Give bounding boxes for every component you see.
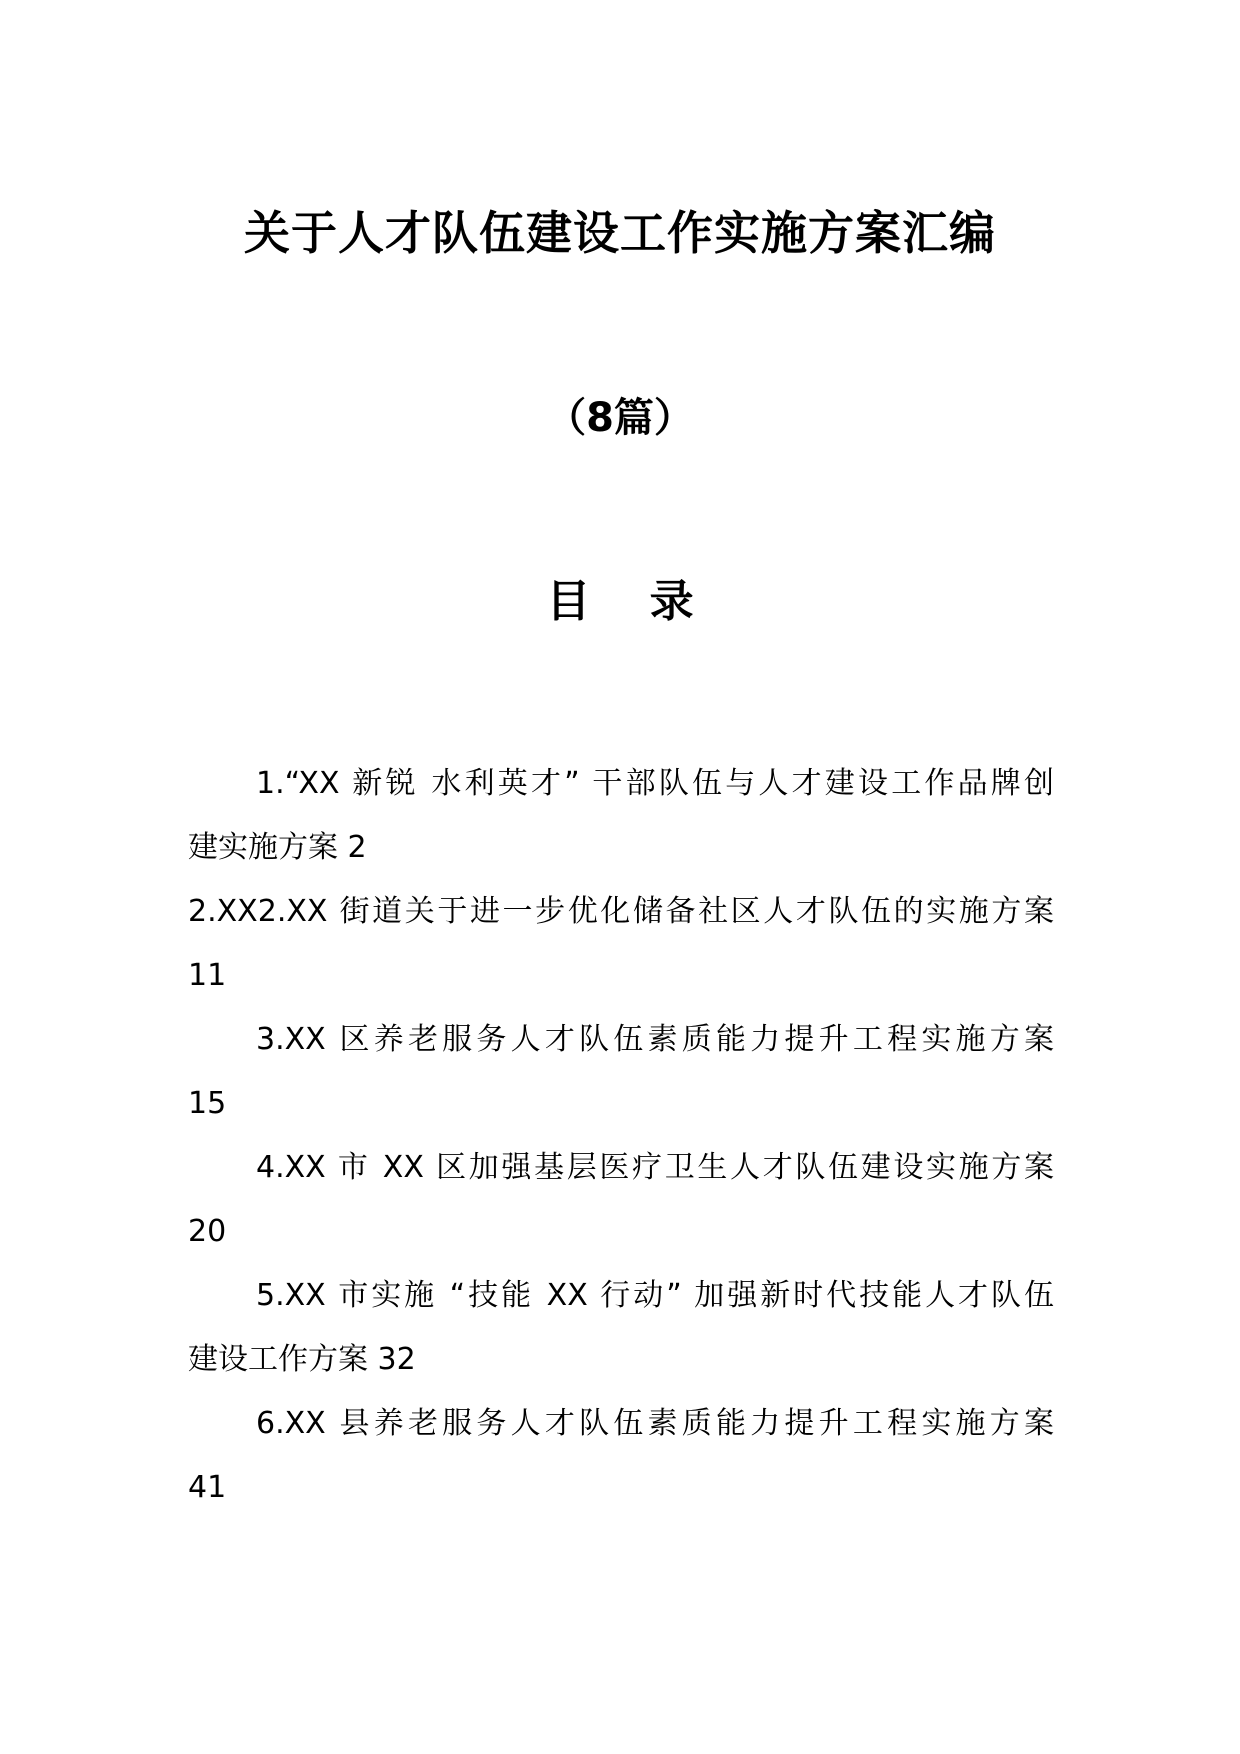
toc-entry-continuation: 15	[188, 1086, 227, 1121]
document-title: 关于人才队伍建设工作实施方案汇编	[244, 206, 996, 260]
toc-entry-title: 6.XX 县养老服务人才队伍素质能力提升工程实施方案	[256, 1406, 1054, 1441]
toc-entry-continuation: 20	[188, 1214, 227, 1249]
document-subtitle: （8篇）	[546, 395, 694, 441]
toc-heading: 目 录	[546, 576, 716, 627]
toc-entry-title: 5.XX 市实施 “技能 XX 行动” 加强新时代技能人才队伍	[256, 1278, 1054, 1313]
toc-entry-5[interactable]	[188, 1264, 1054, 1392]
toc-entry-continuation: 建实施方案 2	[188, 830, 367, 865]
toc-entry-continuation: 建设工作方案 32	[188, 1342, 416, 1377]
toc-entry-4[interactable]	[188, 1136, 1054, 1264]
toc-entry-title: 4.XX 市 XX 区加强基层医疗卫生人才队伍建设实施方案	[256, 1150, 1054, 1185]
toc-entry-1[interactable]	[188, 752, 1054, 880]
toc-entry-continuation: 41	[188, 1470, 227, 1505]
toc-entry-continuation: 11	[188, 958, 227, 993]
toc-entry-6[interactable]	[188, 1392, 1054, 1520]
toc-entry-title: 1.“XX 新锐 水利英才” 干部队伍与人才建设工作品牌创	[256, 766, 1054, 801]
toc-entry-title: 2.XX2.XX 街道关于进一步优化储备社区人才队伍的实施方案	[188, 894, 1054, 929]
toc-entry-2[interactable]	[188, 880, 1054, 1008]
toc-entry-title: 3.XX 区养老服务人才队伍素质能力提升工程实施方案	[256, 1022, 1054, 1057]
toc-entry-3[interactable]	[188, 1008, 1054, 1136]
